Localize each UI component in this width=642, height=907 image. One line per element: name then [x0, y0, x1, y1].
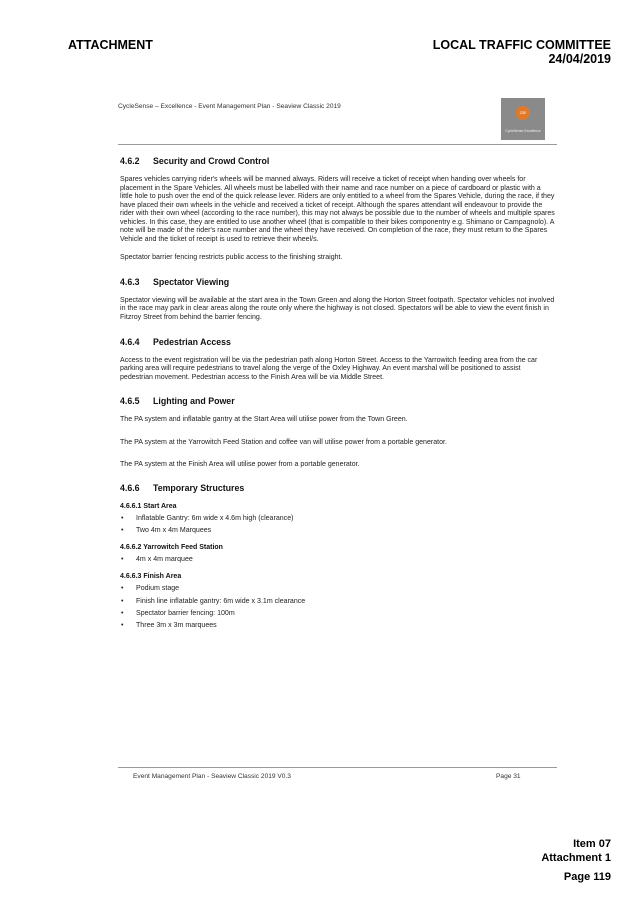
barrier-paragraph: Spectator barrier fencing restricts public access to the finishing straight. [120, 254, 343, 262]
footer-divider [118, 767, 557, 768]
document-footer-title: Event Management Plan - Seaview Classic 2019 V0.3 [133, 773, 291, 780]
section-number: 4.6.4 [120, 336, 140, 347]
section-title: Temporary Structures [153, 482, 245, 493]
subsection-feed-station: 4.6.6.2 Yarrowitch Feed Station [120, 544, 223, 552]
document-page-number: Page 31 [496, 773, 521, 780]
subsection-finish-area: 4.6.6.3 Finish Area [120, 573, 182, 581]
list-item: • 4m x 4m marquee [120, 554, 555, 566]
section-title: Pedestrian Access [153, 336, 231, 347]
list-item: • Finish line inflatable gantry: 6m wide x 3.1m clearance [120, 596, 555, 608]
pedestrian-paragraph: Access to the event registration will be via the pedestrian path along Horton Street. Access to the Yarrowitch feeding area from the car parking area will require pedestrians to travel along the verge of the Oxley Highway. An event marshal will be positioned to assist pedestrian movement. Pedestrian access to the Finish Area will be via Middle Street. [120, 356, 538, 381]
committee-title: LOCAL TRAFFIC COMMITTEE [432, 38, 611, 52]
section-number: 4.6.5 [120, 396, 140, 407]
lighting-paragraph-start: The PA system and inflatable gantry at the Start Area will utilise power from the Town Green. [120, 416, 408, 424]
logo-tagline: CycleSense Excellence [505, 129, 541, 133]
document-body [120, 156, 555, 632]
cyclesense-logo [501, 98, 545, 140]
list-item: • Three 3m x 3m marquees [120, 620, 555, 632]
page-number: Page 119 [563, 871, 611, 883]
header-divider [118, 144, 557, 145]
section-number: 4.6.3 [120, 276, 140, 287]
logo-circle-text: CSE [519, 111, 527, 115]
section-title: Lighting and Power [153, 396, 235, 407]
section-heading-structures [120, 483, 555, 493]
section-heading-security [120, 156, 555, 166]
section-heading-spectator [120, 277, 555, 287]
committee-date: 24/04/2019 [548, 52, 611, 66]
security-paragraph: Spares vehicles carrying rider's wheels will be manned always. Riders will receive a ticket of receipt when handing over wheels for placement in the Spare Vehicles. All wheels must be labelled with their name and race number on a piece of cardboard or plastic with a little hole to push over the end of the quick release lever. Riders are only entitled to a wheel from the Spares Vehicle, during the race, if they have placed their own wheels in the vehicle and received a ticket of receipt. Although the spares attendant will endeavour to provide the rider with their own wheel (according to the race number), this may not always be possible due to the number of wheels and multiple spares vehicles. In this case, they are entitled to use another wheel (that is compatible to their bikes componentry e.g. Shimano or Campagnolo). A note will be made of the rider's race number and the wheel they have received. On completion of the race, they must return to the Spares Vehicle and the ticket of receipt is used to retrieve their wheel/s. [120, 176, 555, 243]
lighting-paragraph-finish: The PA system at the Finish Area will utilise power from a portable generator. [120, 461, 360, 469]
finish-area-list [120, 583, 555, 632]
section-heading-pedestrian [120, 337, 555, 347]
document-header: CycleSense – Excellence - Event Management Plan - Seaview Classic 2019 [118, 103, 341, 110]
section-title: Security and Crowd Control [153, 156, 270, 166]
subsection-start-area: 4.6.6.1 Start Area [120, 502, 177, 510]
feed-station-list [120, 554, 555, 566]
list-item: • Spectator barrier fencing: 100m [120, 608, 555, 620]
section-number: 4.6.2 [120, 156, 140, 166]
item-number: Item 07 [573, 838, 611, 850]
spectator-paragraph: Spectator viewing will be available at the start area in the Town Green and along the Horton Street footpath. Spectator vehicles not involved in the race may park in clear areas along the route only where the highway is not closed. Spectators will be able to view the event finish in Fitzroy Street from behind the barrier fencing. [120, 296, 555, 322]
list-item: • Inflatable Gantry: 6m wide x 4.6m high (clearance) [120, 513, 555, 525]
attachment-number: Attachment 1 [541, 852, 611, 864]
section-heading-lighting [120, 396, 555, 406]
start-area-list [120, 513, 555, 537]
section-number: 4.6.6 [120, 482, 140, 493]
section-title: Spectator Viewing [153, 276, 230, 287]
lighting-paragraph-feed: The PA system at the Yarrowitch Feed Station and coffee van will utilise power from a portable generator. [120, 438, 447, 446]
list-item: • Two 4m x 4m Marquees [120, 525, 555, 537]
list-item: • Podium stage [120, 583, 555, 595]
attachment-label: ATTACHMENT [68, 38, 153, 52]
